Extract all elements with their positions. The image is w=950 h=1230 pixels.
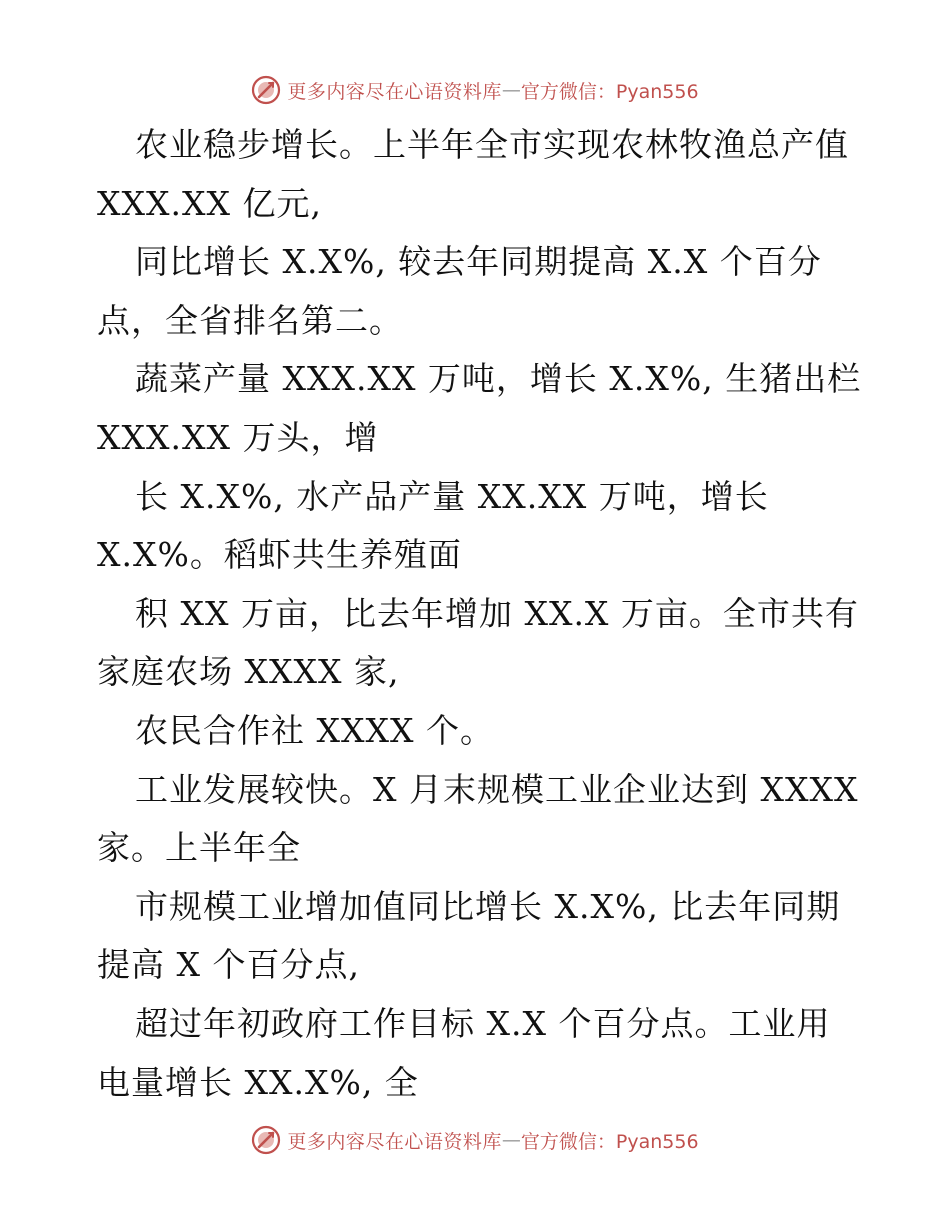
watermark-brand: 更多内容尽在心语资料库 (287, 80, 502, 103)
text-line: 长 X.X%, 水产品产量 XX.XX 万吨，增长 (135, 476, 769, 516)
text-line: 积 XX 万亩，比去年增加 XX.X 万亩。全市共有 (135, 593, 859, 633)
paragraph (97, 116, 857, 233)
text-line: X.X%。稻虾共生养殖面 (97, 535, 462, 575)
paragraph (97, 878, 857, 995)
header-watermark (0, 70, 950, 110)
paragraph (97, 468, 857, 585)
paragraph (97, 995, 857, 1112)
watermark-wechat: 官方微信：Pyan556 (520, 80, 699, 103)
brand-logo-icon (251, 1125, 281, 1155)
text-line: 超过年初政府工作目标 X.X 个百分点。工业用 (135, 1003, 831, 1043)
text-line: 同比增长 X.X%, 较去年同期提高 X.X 个百分 (135, 242, 822, 282)
text-line: XXX.XX 亿元, (97, 183, 322, 223)
paragraph (97, 350, 862, 467)
footer-watermark (0, 1120, 950, 1160)
brand-logo-icon (251, 75, 281, 105)
text-line: 工业发展较快。X 月末规模工业企业达到 XXXX (135, 769, 859, 809)
text-line: 家庭农场 XXXX 家, (97, 652, 400, 692)
paragraph (97, 702, 857, 761)
text-line: 市规模工业增加值同比增长 X.X%, 比去年同期 (135, 886, 841, 926)
text-line: 提高 X 个百分点, (97, 945, 360, 985)
text-line: 农民合作社 XXXX 个。 (135, 710, 494, 750)
watermark-separator: — (501, 79, 521, 101)
watermark-wechat: 官方微信：Pyan556 (520, 1130, 699, 1153)
document-body (97, 116, 862, 1112)
text-line: 电量增长 XX.X%, 全 (97, 1062, 419, 1102)
paragraph (97, 233, 857, 350)
text-line: 农业稳步增长。上半年全市实现农林牧渔总产值 (135, 125, 849, 164)
paragraph (97, 585, 857, 702)
paragraph (97, 761, 857, 878)
watermark-brand: 更多内容尽在心语资料库 (287, 1130, 502, 1153)
text-line: 蔬菜产量 XXX.XX 万吨，增长 X.X%, 生猪出栏 (135, 359, 862, 399)
text-line: 点，全省排名第二。 (97, 300, 403, 340)
text-line: 家。上半年全 (97, 828, 301, 868)
text-line: XXX.XX 万头，增 (97, 417, 379, 457)
watermark-separator: — (501, 1129, 521, 1151)
